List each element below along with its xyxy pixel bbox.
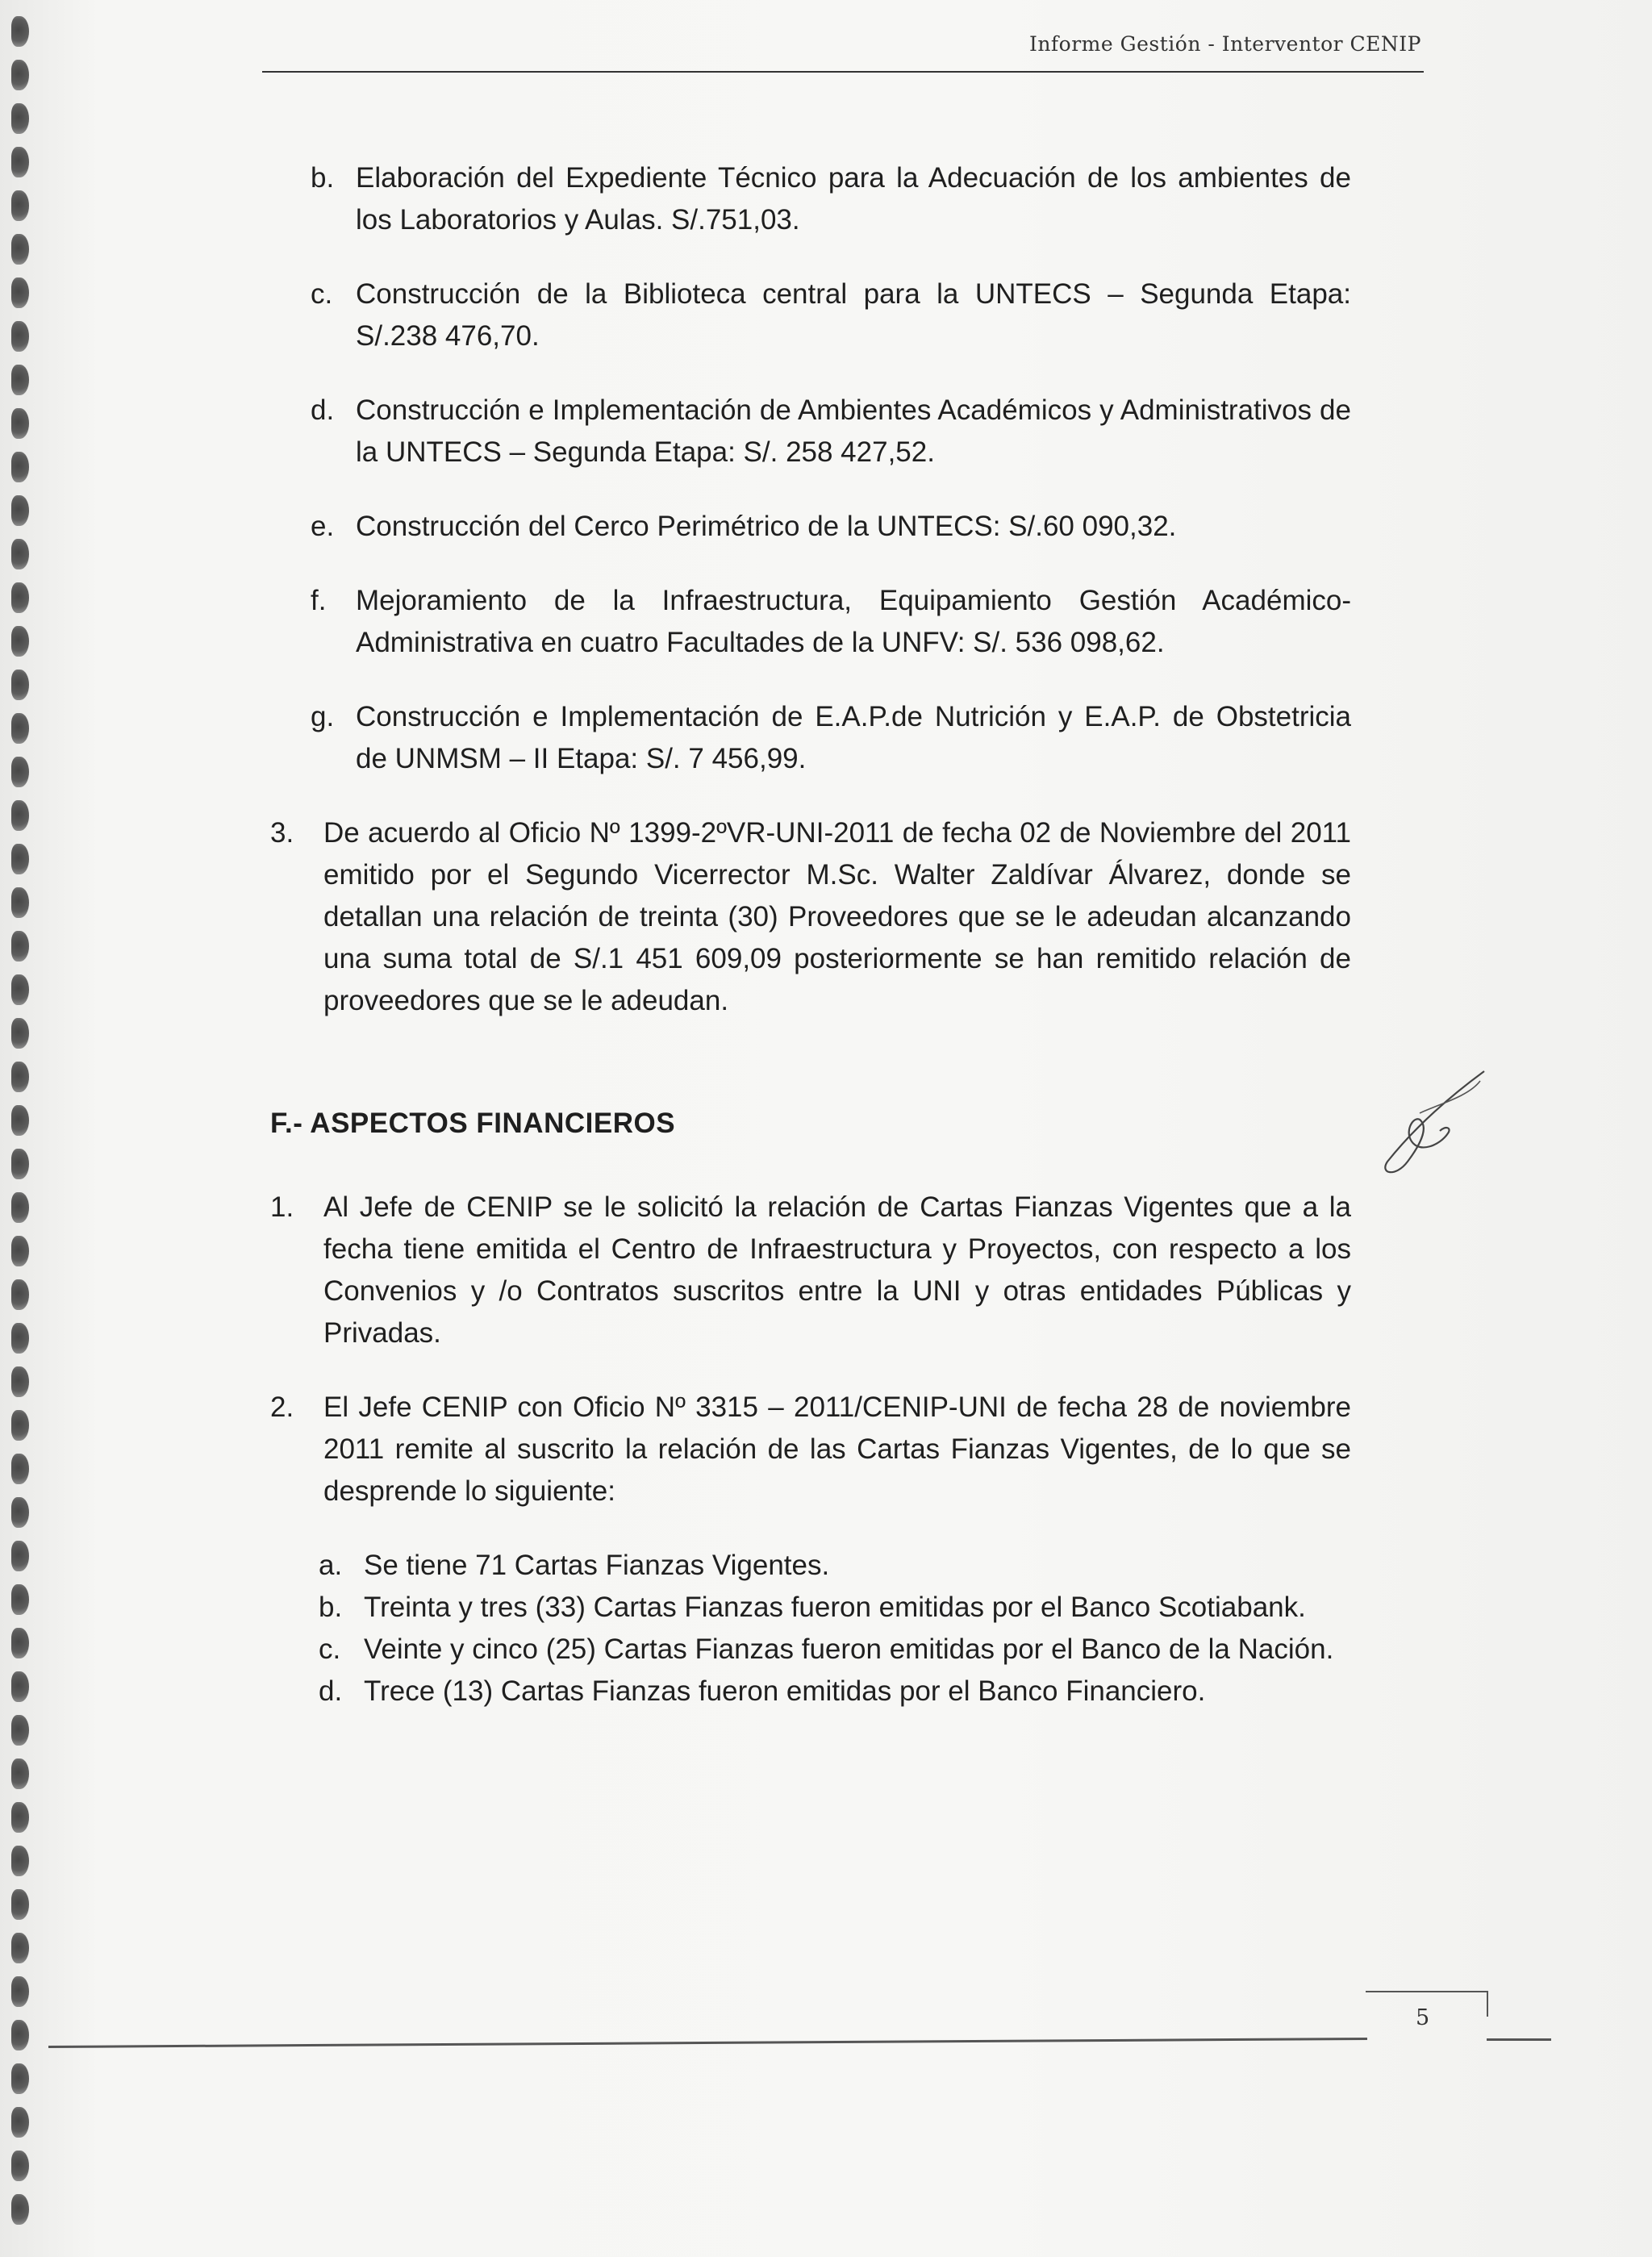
binding-hole: [11, 1671, 29, 1702]
list-marker: f.: [311, 585, 327, 616]
binding-hole: [11, 495, 29, 526]
list-text: El Jefe CENIP con Oficio Nº 3315 – 2011/CENIP-UNI de fecha 28 de noviembre 2011 remite al suscrito la relación de las Cartas Fianzas Vigentes, de lo que se desprende lo siguiente:: [323, 1391, 1351, 1507]
binding-hole: [11, 1541, 29, 1571]
list-item: [311, 390, 1351, 474]
binding-hole: [11, 2063, 29, 2094]
signature-mark: [1371, 1065, 1492, 1186]
binding-hole: [11, 1366, 29, 1397]
numbered-item: [270, 812, 1351, 1022]
list-text: Construcción e Implementación de E.A.P.de Nutrición y E.A.P. de Obstetricia de UNMSM – II Etapa: S/. 7 456,99.: [356, 701, 1351, 774]
list-item: [319, 1587, 1351, 1629]
list-marker: b.: [319, 1592, 343, 1623]
binding-hole: [11, 1192, 29, 1223]
list-item: [311, 157, 1351, 241]
list-item: [319, 1629, 1351, 1671]
list-marker: 2.: [270, 1391, 294, 1423]
binding-hole: [11, 887, 29, 918]
document-body: [270, 157, 1351, 1713]
binding-hole: [11, 147, 29, 177]
list-marker: d.: [311, 394, 335, 426]
numbered-item: [270, 1387, 1351, 1512]
binding-hole: [11, 757, 29, 787]
binding-hole: [11, 1149, 29, 1179]
binding-hole: [11, 582, 29, 613]
list-text: Se tiene 71 Cartas Fianzas Vigentes.: [364, 1550, 830, 1581]
list-item: [311, 696, 1351, 780]
list-marker: e.: [311, 511, 335, 542]
binding-hole: [11, 60, 29, 90]
list-marker: 3.: [270, 817, 294, 849]
binding-hole: [11, 626, 29, 657]
list-text: Construcción de la Biblioteca central para la UNTECS – Segunda Etapa: S/.238 476,70.: [356, 278, 1351, 352]
list-item: [311, 580, 1351, 664]
binding-hole: [11, 452, 29, 482]
binding-hole: [11, 1105, 29, 1136]
header-rule: [262, 71, 1424, 73]
binding-hole: [11, 1062, 29, 1092]
binding-hole: [11, 1976, 29, 2007]
binding-hole: [11, 1410, 29, 1441]
page-number: 5: [1416, 2005, 1430, 2030]
binding-hole: [11, 1323, 29, 1354]
list-marker: g.: [311, 701, 335, 732]
binding-hole: [11, 103, 29, 134]
list-text: Al Jefe de CENIP se le solicitó la relación de Cartas Fianzas Vigentes que a la fecha tiene emitida el Centro de Infraestructura y Proyectos, con respecto a los Convenios y /o Contratos suscritos entre la UNI y otras entidades Públicas y Privadas.: [323, 1191, 1351, 1349]
section-title: F.- ASPECTOS FINANCIEROS: [270, 1108, 676, 1139]
list-item: [311, 273, 1351, 357]
binding-hole: [11, 277, 29, 308]
binding-hole: [11, 1802, 29, 1833]
binding-hole: [11, 1279, 29, 1310]
binding-hole: [11, 1715, 29, 1746]
binding-hole: [11, 365, 29, 395]
list-text: Mejoramiento de la Infraestructura, Equipamiento Gestión Académico-Administrativa en cuatro Facultades de la UNFV: S/. 536 098,62.: [356, 585, 1351, 658]
binding-hole: [11, 1584, 29, 1615]
binding-hole: [11, 974, 29, 1005]
list-item: [311, 506, 1351, 548]
binding-hole: [11, 800, 29, 831]
binding-hole: [11, 321, 29, 352]
binding-hole: [11, 1758, 29, 1789]
binding-hole: [11, 539, 29, 569]
binding-hole: [11, 2020, 29, 2050]
binding-hole: [11, 2107, 29, 2138]
list-text: Construcción del Cerco Perimétrico de la UNTECS: S/.60 090,32.: [356, 511, 1177, 542]
binding-hole: [11, 1454, 29, 1484]
list-text: De acuerdo al Oficio Nº 1399-2ºVR-UNI-2011 de fecha 02 de Noviembre del 2011 emitido por el Segundo Vicerrector M.Sc. Walter Zaldívar Álvarez, donde se detallan una relación de treinta (30) Proveedores que se le adeudan alcanzando una suma total de S/.1 451 609,09 posteriormente se han remitido relación de proveedores que se le adeudan.: [323, 817, 1351, 1016]
footer-rule-tail: [1487, 2038, 1551, 2041]
page-header-title: Informe Gestión - Interventor CENIP: [1028, 32, 1421, 56]
list-marker: a.: [319, 1550, 343, 1581]
binding-hole: [11, 713, 29, 744]
binding-hole: [11, 2194, 29, 2225]
binding-hole: [11, 2151, 29, 2181]
binding-hole: [11, 1628, 29, 1658]
list-marker: b.: [311, 162, 335, 194]
list-text: Treinta y tres (33) Cartas Fianzas fueron emitidas por el Banco Scotiabank.: [364, 1592, 1306, 1623]
binding-hole: [11, 844, 29, 874]
list-marker: 1.: [270, 1191, 294, 1223]
list-text: Veinte y cinco (25) Cartas Fianzas fueron emitidas por el Banco de la Nación.: [364, 1633, 1334, 1665]
binding-hole: [11, 1018, 29, 1049]
spiral-binding: [0, 0, 65, 2257]
binding-hole: [11, 670, 29, 700]
binding-hole: [11, 1846, 29, 1876]
binding-hole: [11, 1933, 29, 1963]
binding-hole: [11, 1236, 29, 1266]
list-item: [319, 1671, 1351, 1713]
list-marker: c.: [311, 278, 333, 310]
list-text: Elaboración del Expediente Técnico para la Adecuación de los ambientes de los Laboratorios y Aulas. S/.751,03.: [356, 162, 1351, 236]
numbered-item: [270, 1187, 1351, 1354]
list-marker: d.: [319, 1675, 343, 1707]
binding-hole: [11, 1497, 29, 1528]
list-item: [319, 1545, 1351, 1587]
list-text: Construcción e Implementación de Ambientes Académicos y Administrativos de la UNTECS – Segunda Etapa: S/. 258 427,52.: [356, 394, 1351, 468]
binding-hole: [11, 234, 29, 265]
binding-hole: [11, 1889, 29, 1920]
list-text: Trece (13) Cartas Fianzas fueron emitidas por el Banco Financiero.: [364, 1675, 1206, 1707]
list-marker: c.: [319, 1633, 341, 1665]
binding-hole: [11, 190, 29, 221]
binding-hole: [11, 931, 29, 962]
footer-rule: [48, 2038, 1367, 2048]
binding-hole: [11, 16, 29, 47]
binding-hole: [11, 408, 29, 439]
